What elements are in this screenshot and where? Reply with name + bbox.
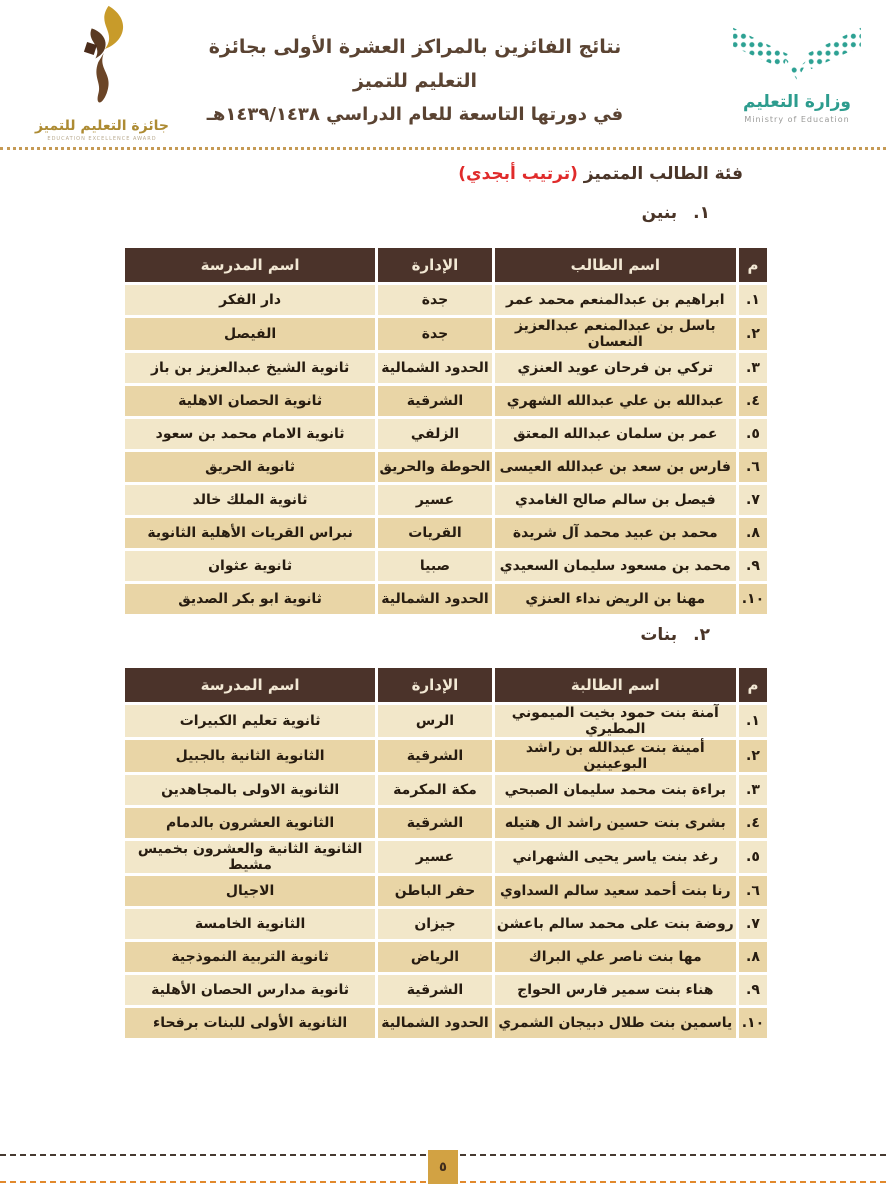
table-row [125,584,767,614]
cell-number: ٢. [739,318,767,350]
table-row [125,452,767,482]
cell-school: ثانوية عثوان [125,551,375,581]
cell-student-name: أمينة بنت عبدالله بن راشد البوعينين [495,740,736,772]
cell-admin: الشرقية [378,740,492,772]
cell-number: ١. [739,285,767,315]
column-header-admin: الإدارة [378,248,492,282]
table-row [125,485,767,515]
page-number: ٥ [439,1159,447,1175]
table-row [125,318,767,350]
cell-admin: الحوطة والحريق [378,452,492,482]
cell-school: ثانوية الحريق [125,452,375,482]
cell-admin: الزلفي [378,419,492,449]
page-number-badge [428,1150,458,1184]
cell-admin: القريات [378,518,492,548]
cell-school: الثانوية الأولى للبنات برفحاء [125,1008,375,1038]
cell-number: ٦. [739,452,767,482]
cell-school: ثانوية مدارس الحصان الأهلية [125,975,375,1005]
table-row [125,942,767,972]
cell-admin: الشرقية [378,386,492,416]
cell-number: ٩. [739,551,767,581]
table-row [125,353,767,383]
ministry-logo-english-name: Ministry of Education [744,115,850,124]
column-header-school: اسم المدرسة [125,668,375,702]
section-title: بنين [641,203,678,223]
cell-number: ١. [739,705,767,737]
cell-number: ٢. [739,740,767,772]
table-row [125,386,767,416]
section-number: ٢. [693,625,710,645]
cell-school: ثانوية الامام محمد بن سعود [125,419,375,449]
cell-admin: الحدود الشمالية [378,1008,492,1038]
cell-number: ٤. [739,808,767,838]
cell-school: ثانوية ابو بكر الصديق [125,584,375,614]
table-header-row [125,248,767,282]
cell-admin: عسير [378,841,492,873]
category-subtitle [458,164,743,184]
ministry-logo-arabic-name: وزارة التعليم [743,92,851,112]
cell-student-name: تركي بن فرحان عويد العنزي [495,353,736,383]
cell-student-name: ابراهيم بن عبدالمنعم محمد عمر [495,285,736,315]
cell-school: ثانوية الملك خالد [125,485,375,515]
cell-admin: الحدود الشمالية [378,584,492,614]
cell-number: ١٠. [739,1008,767,1038]
cell-student-name: رغد بنت ياسر يحيى الشهراني [495,841,736,873]
cell-number: ٣. [739,353,767,383]
cell-student-name: عمر بن سلمان عبدالله المعتق [495,419,736,449]
cell-number: ٤. [739,386,767,416]
cell-school: ثانوية التربية النموذجية [125,942,375,972]
cell-admin: الرياض [378,942,492,972]
cell-school: دار الفكر [125,285,375,315]
section-title: بنات [640,625,678,645]
cell-student-name: محمد بن عبيد محمد آل شريدة [495,518,736,548]
cell-number: ٦. [739,876,767,906]
cell-admin: الرس [378,705,492,737]
cell-number: ٧. [739,909,767,939]
section-number: ١. [693,203,710,223]
cell-school: ثانوية تعليم الكبيرات [125,705,375,737]
award-flame-icon [57,97,147,116]
table-row [125,808,767,838]
column-header-number: م [739,668,767,702]
cell-admin: جيزان [378,909,492,939]
ministry-logo [722,24,872,124]
ministry-emblem-icon [727,71,867,90]
table-row [125,775,767,805]
column-header-student-name: اسم الطالب [495,248,736,282]
section-label-boys [642,203,710,223]
cell-number: ٥. [739,841,767,873]
cell-student-name: فيصل بن سالم صالح الغامدي [495,485,736,515]
award-logo-english-name: EDUCATION EXCELLENCE AWARD [47,136,157,142]
cell-student-name: باسل بن عبدالمنعم عبدالعزيز النعسان [495,318,736,350]
table-row [125,419,767,449]
award-logo [22,4,182,142]
cell-number: ١٠. [739,584,767,614]
cell-student-name: رنا بنت أحمد سعيد سالم السداوي [495,876,736,906]
cell-admin: جدة [378,318,492,350]
cell-admin: صبيا [378,551,492,581]
column-header-admin: الإدارة [378,668,492,702]
cell-student-name: عبدالله بن علي عبدالله الشهري [495,386,736,416]
table-row [125,551,767,581]
cell-admin: الشرقية [378,975,492,1005]
cell-number: ٩. [739,975,767,1005]
cell-school: الاجيال [125,876,375,906]
cell-number: ٨. [739,518,767,548]
cell-number: ٧. [739,485,767,515]
cell-student-name: مها بنت ناصر علي البراك [495,942,736,972]
column-header-number: م [739,248,767,282]
header-dotted-divider [0,147,886,150]
cell-student-name: هناء بنت سمير فارس الحواج [495,975,736,1005]
category-subtitle-main: فئة الطالب المتميز [577,164,743,184]
table-row [125,285,767,315]
award-logo-arabic-name: جائزة التعليم للتميز [35,118,169,134]
cell-student-name: روضة بنت على محمد سالم باعشن [495,909,736,939]
cell-admin: حفر الباطن [378,876,492,906]
cell-admin: الحدود الشمالية [378,353,492,383]
page-title [190,30,640,132]
title-line-1: نتائج الفائزين بالمراكز العشرة الأولى بجائزة التعليم للتميز [208,36,622,92]
column-header-student-name: اسم الطالبة [495,668,736,702]
cell-student-name: بشرى بنت حسين راشد ال هتيله [495,808,736,838]
cell-school: الثانوية الثانية بالجبيل [125,740,375,772]
cell-number: ٥. [739,419,767,449]
cell-student-name: آمنة بنت حمود بخيت الميموني المطيري [495,705,736,737]
title-line-2: في دورتها التاسعة للعام الدراسي ١٤٣٩/١٤٣٨هـ [206,104,624,125]
table-row [125,876,767,906]
cell-school: الفيصل [125,318,375,350]
cell-student-name: فارس بن سعد بن عبدالله العيسى [495,452,736,482]
cell-admin: جدة [378,285,492,315]
table-row [125,909,767,939]
category-subtitle-order-note: (ترتيب أبجدي) [458,164,578,184]
cell-number: ٣. [739,775,767,805]
cell-number: ٨. [739,942,767,972]
table-row [125,518,767,548]
table-row [125,1008,767,1038]
cell-school: ثانوية الشيخ عبدالعزيز بن باز [125,353,375,383]
cell-school: نبراس القريات الأهلية الثانوية [125,518,375,548]
cell-school: الثانوية العشرون بالدمام [125,808,375,838]
table-row [125,740,767,772]
girls-table [122,665,770,1041]
table-row [125,705,767,737]
cell-student-name: مهنا بن الريض نداء العنزي [495,584,736,614]
table-header-row [125,668,767,702]
cell-admin: مكة المكرمة [378,775,492,805]
boys-table [122,245,770,617]
table-row [125,975,767,1005]
cell-school: الثانوية الاولى بالمجاهدين [125,775,375,805]
cell-student-name: ياسمين بنت طلال دبيجان الشمري [495,1008,736,1038]
column-header-school: اسم المدرسة [125,248,375,282]
cell-school: ثانوية الحصان الاهلية [125,386,375,416]
cell-school: الثانوية الخامسة [125,909,375,939]
cell-student-name: محمد بن مسعود سليمان السعيدي [495,551,736,581]
table-row [125,841,767,873]
cell-student-name: براءة بنت محمد سليمان الصبحي [495,775,736,805]
cell-admin: الشرقية [378,808,492,838]
cell-admin: عسير [378,485,492,515]
cell-school: الثانوية الثانية والعشرون بخميس مشيط [125,841,375,873]
section-label-girls [640,625,710,645]
